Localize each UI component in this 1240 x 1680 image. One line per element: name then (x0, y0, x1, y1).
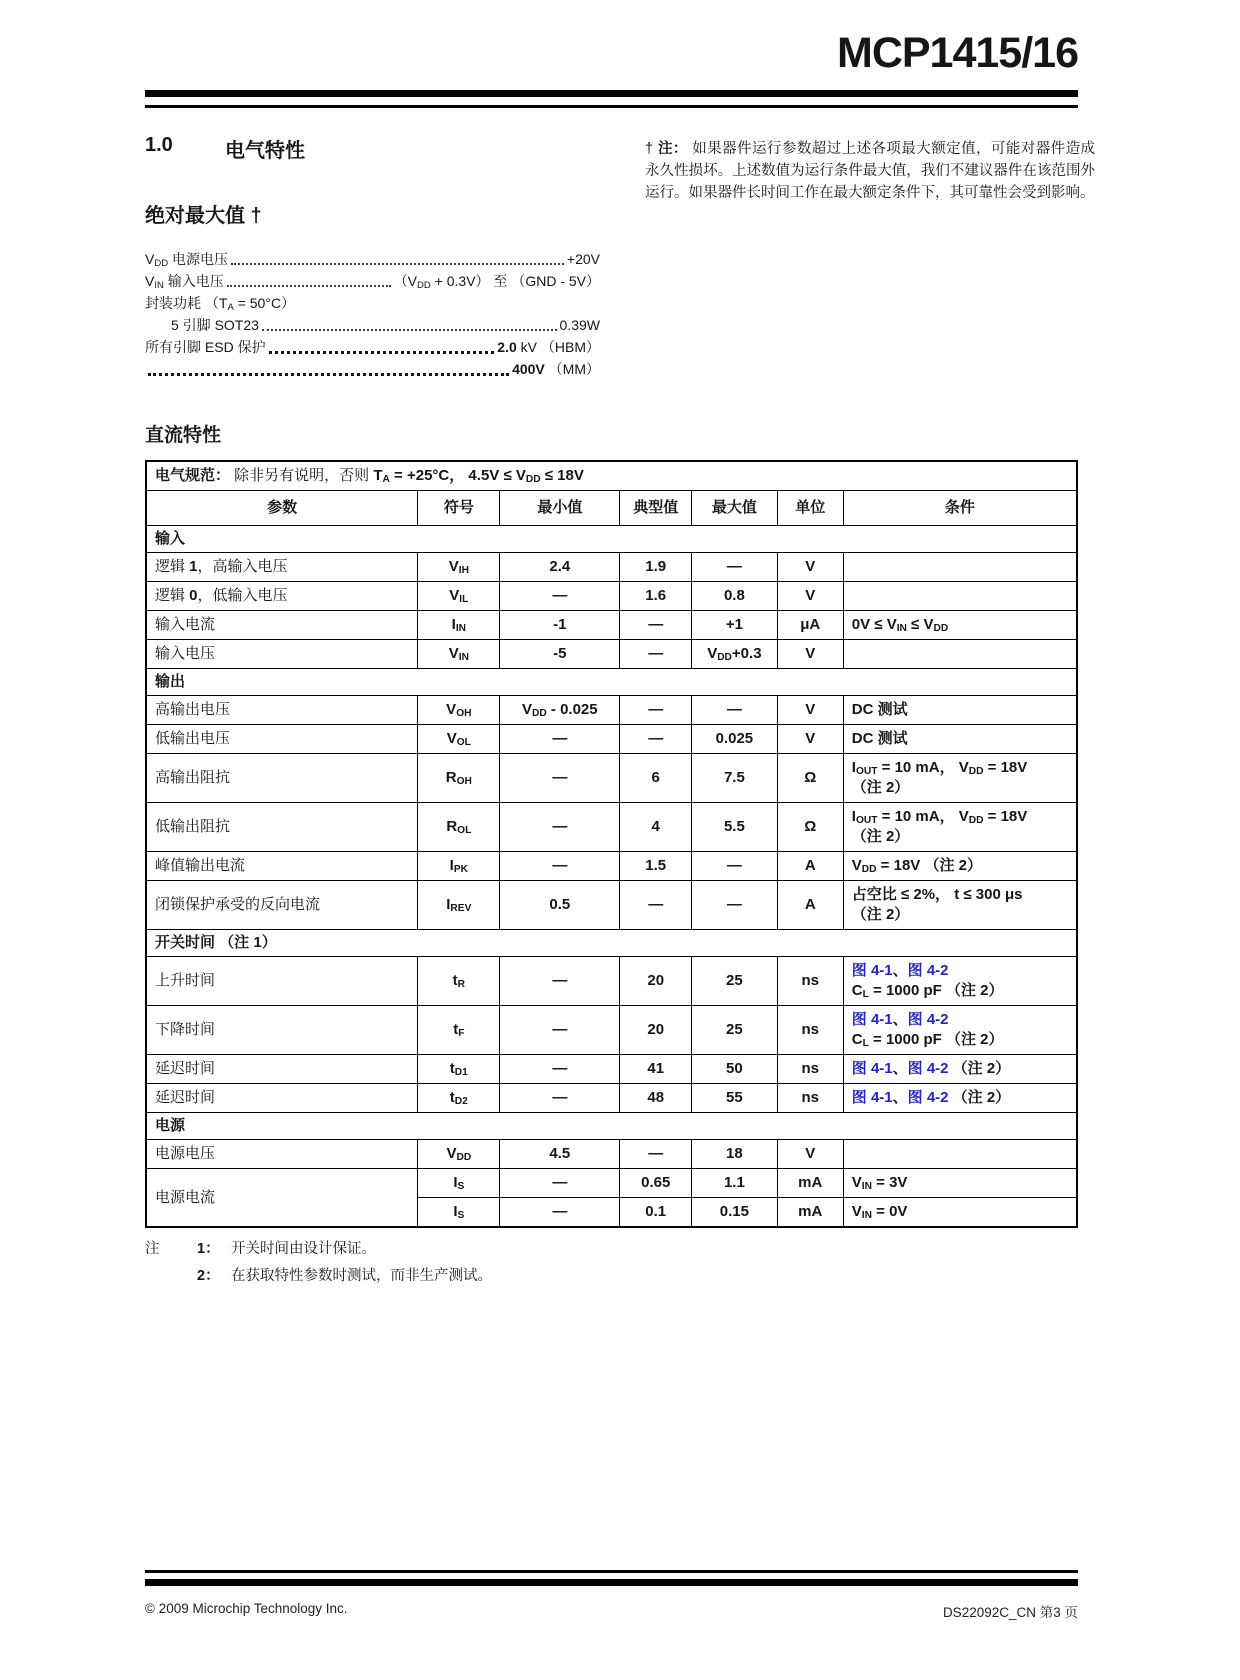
abs-max-value: 2.0 kV （HBM） (497, 339, 600, 356)
cell-max: 25 (692, 957, 778, 1006)
cell-sym: $t_R$ (418, 957, 500, 1006)
table-row (146, 1055, 1077, 1084)
right-column (645, 134, 1095, 380)
cell-max: — (692, 553, 778, 582)
column-header-symbol: 符号 (418, 491, 500, 526)
cell-max: 0.8 (692, 582, 778, 611)
column-header-max: 最大值 (692, 491, 778, 526)
note-number: 2： (197, 1268, 220, 1285)
notes-label: 注 (145, 1241, 160, 1258)
column-header-unit: 单位 (777, 491, 843, 526)
table-row (146, 640, 1077, 669)
cell-cond: 图 4-1、图 4-2 $C_L = 1000$ pF （注 2） (843, 1006, 1077, 1055)
doc-title: MCP1415/16 (837, 29, 1078, 77)
cell-typ: 6 (620, 754, 692, 803)
abs-max-value: +20V (566, 251, 600, 268)
cell-min: — (500, 1006, 620, 1055)
section-heading (145, 134, 600, 163)
cell-max: — (692, 881, 778, 930)
cell-unit: ns (777, 1055, 843, 1084)
cell-typ: 0.1 (620, 1198, 692, 1228)
dc-characteristics-table (145, 460, 1078, 1228)
cell-cond: 图 4-1、图 4-2 $C_L = 1000$ pF （注 2） (843, 957, 1077, 1006)
cell-unit: V (777, 1140, 843, 1169)
table-row (146, 1140, 1077, 1169)
cell-max: +1 (692, 611, 778, 640)
cell-sym: $V_{IL}$ (418, 582, 500, 611)
abs-max-list (145, 248, 600, 380)
dot-leader (269, 351, 495, 354)
column-header-min: 最小值 (500, 491, 620, 526)
cell-unit: ns (777, 1006, 843, 1055)
cell-max: 7.5 (692, 754, 778, 803)
cell-param: 电源电流 (146, 1169, 418, 1228)
table-section-row (146, 526, 1077, 553)
cell-max: 25 (692, 1006, 778, 1055)
section-label: 输出 (146, 669, 1077, 696)
cell-min: 2.4 (500, 553, 620, 582)
cell-min: — (500, 1198, 620, 1228)
figure-link[interactable]: 图 4-1 (851, 1089, 893, 1107)
page-content (145, 30, 1095, 1290)
cell-typ: 1.5 (620, 852, 692, 881)
cell-min: — (500, 582, 620, 611)
cell-sym: $R_{OL}$ (418, 803, 500, 852)
cell-max: 5.5 (692, 803, 778, 852)
figure-link[interactable]: 图 4-1 (851, 1011, 893, 1029)
cell-min: — (500, 1055, 620, 1084)
cell-sym: $R_{OH}$ (418, 754, 500, 803)
cell-typ: — (620, 696, 692, 725)
note-row (145, 1263, 1095, 1290)
cell-cond (843, 553, 1077, 582)
cell-typ: — (620, 725, 692, 754)
table-row (146, 957, 1077, 1006)
cell-sym: $t_{D1}$ (418, 1055, 500, 1084)
figure-link[interactable]: 图 4-2 (907, 962, 949, 980)
cell-unit: V (777, 640, 843, 669)
footer-rule-thick (145, 1579, 1078, 1586)
cell-unit: V (777, 696, 843, 725)
cell-typ: 48 (620, 1084, 692, 1113)
figure-link[interactable]: 图 4-1 (851, 962, 893, 980)
abs-max-label: 封装功耗 $(T_A = 50^\circ C)$ (145, 295, 296, 314)
abs-max-heading: 绝对最大值 † (145, 205, 262, 228)
cell-min: — (500, 725, 620, 754)
note-number: 1： (197, 1241, 220, 1258)
cell-sym: $V_{DD}$ (418, 1140, 500, 1169)
section-title: 电气特性 (225, 140, 305, 163)
header-rule-thick (145, 90, 1078, 97)
cell-unit: A (777, 852, 843, 881)
note-text: 开关时间由设计保证。 (231, 1241, 376, 1258)
cell-typ: 20 (620, 1006, 692, 1055)
dagger-note: † 注： 如果器件运行参数超过上述各项最大额定值，可能对器件造成永久性损坏。上述数值为运行条件最大值，我们不建议器件在该范围外运行。如果器件长时间工作在最大额定条件下，其可靠性会受到影响。 (645, 141, 1096, 202)
cell-min: — (500, 852, 620, 881)
cell-typ: 1.9 (620, 553, 692, 582)
dot-leader (262, 329, 557, 331)
cell-typ: — (620, 881, 692, 930)
table-row (146, 754, 1077, 803)
table-section-row (146, 1113, 1077, 1140)
cell-param: 上升时间 (146, 957, 418, 1006)
cell-param: 逻辑 1，高输入电压 (146, 553, 418, 582)
cell-max: $V_{DD}+0.3$ (692, 640, 778, 669)
table-row (146, 881, 1077, 930)
abs-max-line (145, 336, 600, 358)
cell-unit: mA (777, 1198, 843, 1228)
cell-cond: $I_{OUT} = 10$ mA， $V_{DD} = 18V$ （注 2） (843, 754, 1077, 803)
table-section-row (146, 930, 1077, 957)
cell-unit: V (777, 725, 843, 754)
dot-leader (148, 373, 509, 376)
cell-sym: $I_{REV}$ (418, 881, 500, 930)
cell-cond: DC 测试 (843, 725, 1077, 754)
dc-table-body (146, 526, 1077, 1228)
cell-sym: $I_{IN}$ (418, 611, 500, 640)
cell-min: — (500, 803, 620, 852)
cell-sym: $V_{OL}$ (418, 725, 500, 754)
section-label: 电源 (146, 1113, 1077, 1140)
footer-rule-thin (145, 1570, 1078, 1573)
cell-param: 电源电压 (146, 1140, 418, 1169)
table-row (146, 803, 1077, 852)
spec-text: 电气规范： 除非另有说明，否则 $T_A = +25^\circ C$， $4.5V \le V_{DD} \le 18V$ (146, 461, 1077, 491)
cell-unit: ns (777, 957, 843, 1006)
section-number: 1.0 (145, 134, 173, 157)
abs-max-value: $(V_{DD} + 0.3V)$ 至 （GND - 5V） (393, 273, 600, 292)
cell-param: 高输出电压 (146, 696, 418, 725)
column-header-typ: 典型值 (620, 491, 692, 526)
abs-max-label: 5 引脚 SOT23 (171, 317, 259, 334)
cell-min: -5 (500, 640, 620, 669)
cell-sym: $I_S$ (418, 1169, 500, 1198)
cell-cond: $V_{DD} = 18V$ （注 2） (843, 852, 1077, 881)
abs-max-label: 所有引脚 ESD 保护 (145, 339, 266, 356)
figure-link[interactable]: 图 4-2 (907, 1060, 949, 1078)
dc-characteristics-heading: 直流特性 (145, 425, 222, 447)
cell-cond (843, 1140, 1077, 1169)
cell-cond: 占空比 ≤ 2%， t ≤ 300 μs （注 2） (843, 881, 1077, 930)
note-row (145, 1236, 1095, 1263)
cell-min: 4.5 (500, 1140, 620, 1169)
cell-min: $V_{DD} - 0.025$ (500, 696, 620, 725)
abs-max-line (145, 270, 600, 292)
table-row (146, 553, 1077, 582)
cell-typ: 20 (620, 957, 692, 1006)
table-row (146, 696, 1077, 725)
cell-cond: $V_{IN} = 3V$ (843, 1169, 1077, 1198)
cell-param: 下降时间 (146, 1006, 418, 1055)
abs-max-line (145, 358, 600, 380)
spec-row (146, 461, 1077, 491)
cell-min: 0.5 (500, 881, 620, 930)
cell-unit: A (777, 881, 843, 930)
cell-typ: — (620, 1140, 692, 1169)
cell-max: 18 (692, 1140, 778, 1169)
cell-param: 峰值输出电流 (146, 852, 418, 881)
cell-param: 输入电压 (146, 640, 418, 669)
figure-link[interactable]: 图 4-2 (907, 1011, 949, 1029)
footer-copyright: © 2009 Microchip Technology Inc. (145, 1601, 348, 1616)
cell-typ: 0.65 (620, 1169, 692, 1198)
abs-max-label: $V_{IN}$ 输入电压 (145, 273, 224, 292)
figure-link[interactable]: 图 4-1 (851, 1060, 893, 1078)
dot-leader (231, 263, 564, 265)
dot-leader (227, 285, 391, 287)
cell-min: — (500, 957, 620, 1006)
cell-min: — (500, 754, 620, 803)
cell-typ: 41 (620, 1055, 692, 1084)
cell-sym: $V_{IH}$ (418, 553, 500, 582)
cell-cond: $V_{IN} = 0V$ (843, 1198, 1077, 1228)
cell-typ: — (620, 611, 692, 640)
cell-sym: $V_{IN}$ (418, 640, 500, 669)
cell-max: 55 (692, 1084, 778, 1113)
notes-label-spacer (145, 1263, 197, 1290)
cell-unit: mA (777, 1169, 843, 1198)
cell-min: — (500, 1169, 620, 1198)
column-header-conditions: 条件 (843, 491, 1077, 526)
cell-max: — (692, 852, 778, 881)
abs-max-line (145, 314, 600, 336)
section-label: 输入 (146, 526, 1077, 553)
figure-link[interactable]: 图 4-2 (907, 1089, 949, 1107)
cell-param: 延迟时间 (146, 1055, 418, 1084)
header-rule-thin (145, 105, 1078, 108)
table-notes (145, 1236, 1095, 1290)
cell-typ: 4 (620, 803, 692, 852)
abs-max-value: 400V （MM） (512, 361, 600, 378)
table-row (146, 852, 1077, 881)
cell-param: 闭锁保护承受的反向电流 (146, 881, 418, 930)
cell-max: 0.025 (692, 725, 778, 754)
cell-sym: $V_{OH}$ (418, 696, 500, 725)
column-header-row (146, 491, 1077, 526)
page-footer (145, 1570, 1078, 1621)
cell-typ: — (620, 640, 692, 669)
cell-max: — (692, 696, 778, 725)
cell-cond: $I_{OUT} = 10$ mA， $V_{DD} = 18V$ （注 2） (843, 803, 1077, 852)
cell-unit: V (777, 553, 843, 582)
cell-cond: DC 测试 (843, 696, 1077, 725)
cell-max: 50 (692, 1055, 778, 1084)
cell-unit: Ω (777, 803, 843, 852)
cell-min: — (500, 1084, 620, 1113)
left-column (145, 134, 600, 380)
cell-cond: 图 4-1、图 4-2 （注 2） (843, 1055, 1077, 1084)
cell-typ: 1.6 (620, 582, 692, 611)
note-text: 在获取特性参数时测试，而非生产测试。 (231, 1268, 492, 1285)
cell-unit: μA (777, 611, 843, 640)
two-column-zone (145, 134, 1095, 380)
cell-sym: $I_S$ (418, 1198, 500, 1228)
cell-param: 高输出阻抗 (146, 754, 418, 803)
cell-unit: V (777, 582, 843, 611)
table-row (146, 582, 1077, 611)
section-label: 开关时间 （注 1） (146, 930, 1077, 957)
abs-max-line (145, 248, 600, 270)
abs-max-value: 0.39W (559, 317, 600, 334)
table-row (146, 725, 1077, 754)
cell-sym: $I_{PK}$ (418, 852, 500, 881)
cell-param: 低输出电压 (146, 725, 418, 754)
cell-max: 0.15 (692, 1198, 778, 1228)
table-row (146, 1084, 1077, 1113)
cell-param: 输入电流 (146, 611, 418, 640)
cell-param: 延迟时间 (146, 1084, 418, 1113)
column-header-parameter: 参数 (146, 491, 418, 526)
footer-doc-number: DS22092C_CN 第3 页 (942, 1605, 1078, 1620)
abs-max-label: $V_{DD}$ 电源电压 (145, 251, 228, 270)
cell-unit: ns (777, 1084, 843, 1113)
abs-max-line (145, 292, 600, 314)
cell-cond: 图 4-1、图 4-2 （注 2） (843, 1084, 1077, 1113)
table-section-row (146, 669, 1077, 696)
cell-sym: $t_{D2}$ (418, 1084, 500, 1113)
cell-cond: $0V \le V_{IN} \le V_{DD}$ (843, 611, 1077, 640)
cell-param: 逻辑 0，低输入电压 (146, 582, 418, 611)
cell-cond (843, 640, 1077, 669)
cell-max: 1.1 (692, 1169, 778, 1198)
cell-unit: Ω (777, 754, 843, 803)
cell-cond (843, 582, 1077, 611)
cell-sym: $t_F$ (418, 1006, 500, 1055)
header-rules (145, 90, 1078, 108)
cell-param: 低输出阻抗 (146, 803, 418, 852)
table-row (146, 611, 1077, 640)
cell-min: -1 (500, 611, 620, 640)
table-row (146, 1006, 1077, 1055)
table-row (146, 1169, 1077, 1198)
